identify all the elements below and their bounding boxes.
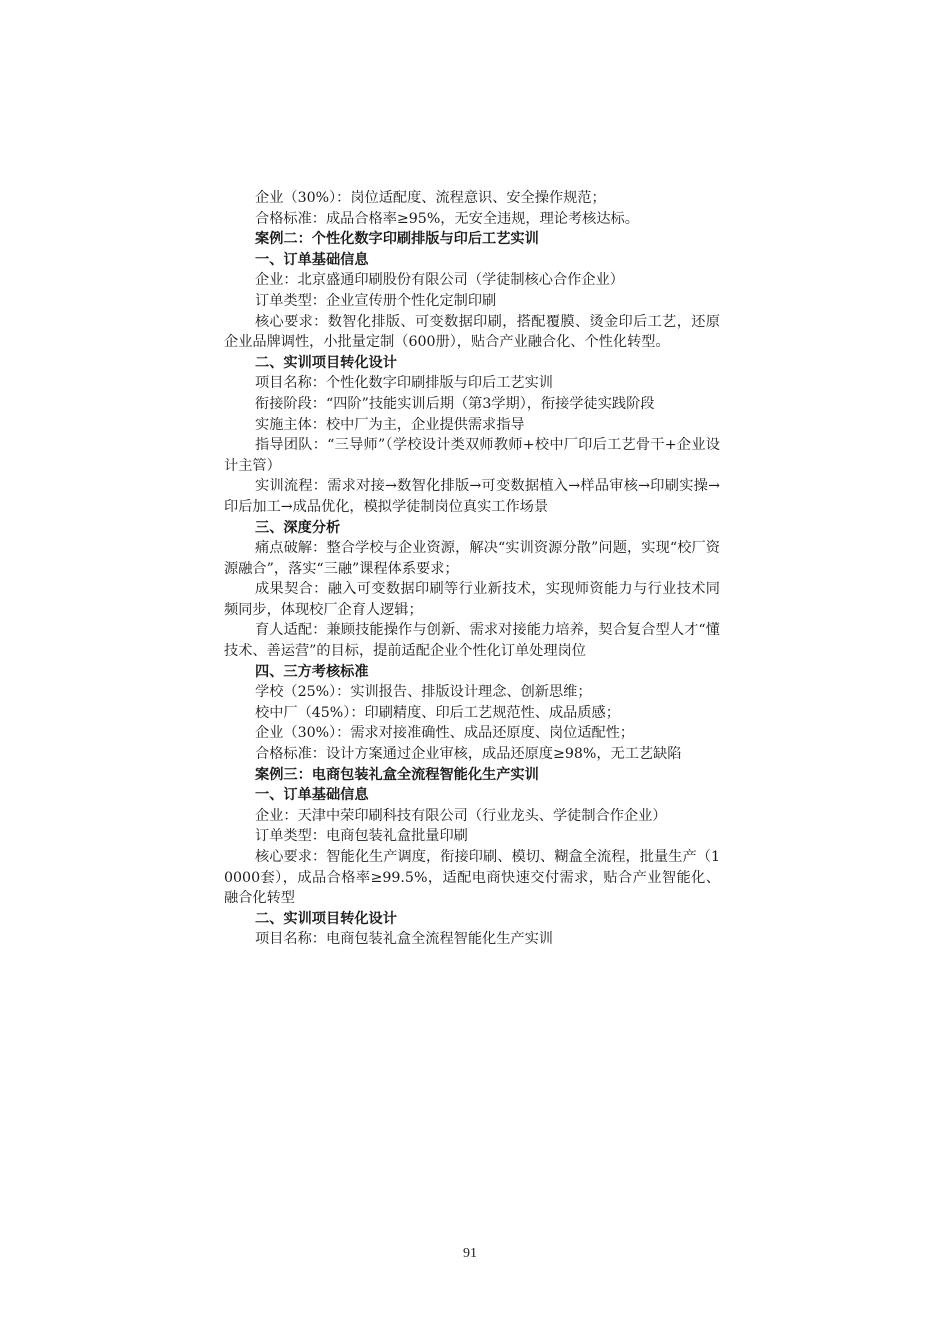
paragraph: 实训流程：需求对接→数智化排版→可变数据植入→样品审核→印刷实操→印后加工→成品优化，模拟学徒制岗位真实工作场景 [224,478,720,515]
text-line: 校中厂（45%）：印刷精度、印后工艺规范性、成品质感； [255,704,620,721]
text-line: 合格标准：设计方案通过企业审核，成品还原度≥98%，无工艺缺陷 [255,746,682,763]
text-line: 实施主体：校中厂为主，企业提供需求指导 [255,416,525,433]
document-body [224,188,720,950]
text-line: 衔接阶段：“四阶”技能实训后期（第3学期），衔接学徒实践阶段 [255,395,655,412]
text-line: 企业（30%）：需求对接准确性、成品还原度、岗位适配性； [255,725,635,742]
text-line: 订单类型：电商包装礼盒批量印刷 [255,828,468,845]
section-heading: 四、三方考核标准 [255,663,369,680]
paragraph: 育人适配：兼顾技能操作与创新、需求对接能力培养，契合复合型人才“懂技术、善运营”的目标，提前适配企业个性化订单处理岗位 [224,622,720,660]
text-line: 项目名称：电商包装礼盒全流程智能化生产实训 [255,931,553,948]
section-heading: 二、实训项目转化设计 [255,910,397,927]
text-line: 企业：天津中荣印刷科技有限公司（行业龙头、学徒制合作企业） [255,807,667,824]
text-line: 企业：北京盛通印刷股份有限公司（学徒制核心合作企业） [255,272,624,289]
paragraph: 指导团队：“三导师”（学校设计类双师教师+校中厂印后工艺骨干+企业设计主管） [224,437,720,474]
text-line: 企业（30%）：岗位适配度、流程意识、安全操作规范； [255,190,606,206]
paragraph: 核心要求：智能化生产调度，衔接印刷、模切、糊盒全流程，批量生产（10000套），成品合格率≥99.5%，适配电商快速交付需求，贴合产业智能化、融合化转型 [224,849,720,907]
text-line: 项目名称：个性化数字印刷排版与印后工艺实训 [255,375,553,392]
section-heading: 一、订单基础信息 [255,251,369,268]
text-line: 学校（25%）：实训报告、排版设计理念、创新思维； [255,684,592,701]
paragraph: 痛点破解：整合学校与企业资源，解决“实训资源分散”问题，实现“校厂资源融合”，落实“三融”课程体系要求； [224,540,720,577]
paragraph: 核心要求：数智化排版、可变数据印刷，搭配覆膜、烫金印后工艺，还原企业品牌调性，小批量定制（600册），贴合产业融合化、个性化转型。 [224,313,720,351]
section-heading: 一、订单基础信息 [255,787,369,804]
page-number: 91 [463,1246,477,1261]
section-heading: 三、深度分析 [255,519,341,536]
text-line: 订单类型：企业宣传册个性化定制印刷 [255,292,497,309]
section-heading: 二、实训项目转化设计 [255,354,397,371]
text-line: 合格标准：成品合格率≥95%，无安全违规，理论考核达标。 [255,210,639,227]
paragraph: 成果契合：融入可变数据印刷等行业新技术，实现师资能力与行业技术同频同步，体现校厂企育人逻辑； [224,581,720,618]
case-heading: 案例二：个性化数字印刷排版与印后工艺实训 [255,231,539,248]
case-heading: 案例三：电商包装礼盒全流程智能化生产实训 [255,766,539,783]
